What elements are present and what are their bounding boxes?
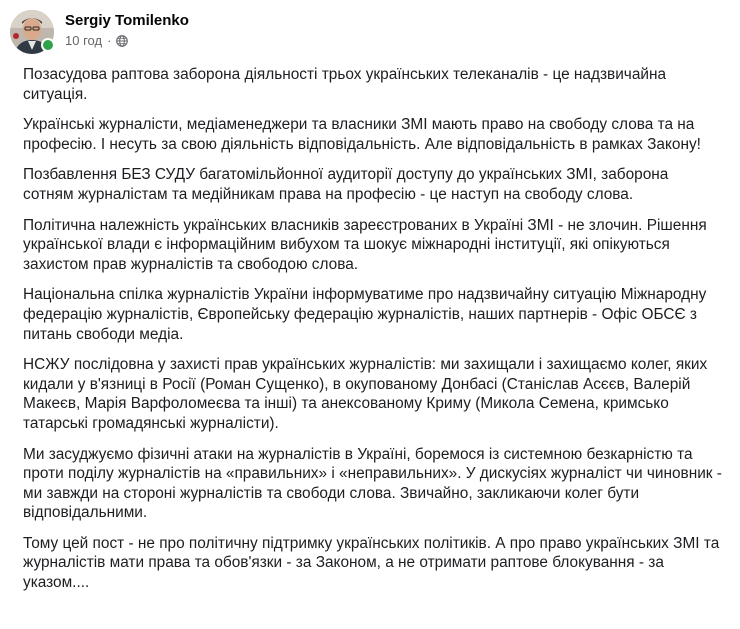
post-paragraph-6: НСЖУ послідовна у захисті прав українських журналістів: ми захищали і захищаємо колег, яких кидали у в'язниці в Росії (Роман Сущенко), в окупованому Донбасі (Станіслав Асєєв, Валерій Макеєв, Марія Варфоломеєва та інші) та анексованому Криму (Микола Семена, кримсько татарські громадянські журналісти).	[23, 356, 708, 432]
author-avatar-wrapper[interactable]	[10, 10, 54, 54]
post-meta	[65, 11, 189, 49]
post-paragraph-8: Тому цей пост - не про політичну підтримку українських політиків. А про право українських ЗМІ та журналістів мати права та обов'язки - за Законом, а не отримати раптове блокування - за указом....	[23, 534, 720, 592]
online-status-dot	[41, 38, 55, 52]
post-paragraph-2: Українські журналісти, медіаменеджери та власники ЗМІ мають право на свободу слова та на професію. І несуть за свою діяльність відповідальність. Але відповідальність в рамках Закону!	[23, 116, 701, 153]
post-paragraph-4: Політична належність українських власників зареєстрованих в Україні ЗМІ - не злочин. Рішення української влади є інформаційним вибухом та шокує міжнародні інституції, які опікуються захистом прав журналістів та свободою слова.	[23, 216, 707, 273]
post-paragraph-7: Ми засуджуємо фізичні атаки на журналістів в Україні, боремося із системною безкарністю та проти поділу журналістів на «правильних» і «неправильних». У дискусіях журналіст чи чиновник - ми завжди на стороні журналістів та свободи слова. Звичайно, закликаючи колег бути відповідальними.	[23, 445, 722, 522]
post-paragraph-1: Позасудова раптова заборона діяльності трьох українських телеканалів - це надзвичайна ситуація.	[23, 66, 667, 103]
author-name[interactable]: Sergiy Tomilenko	[65, 12, 189, 29]
post-body	[23, 65, 723, 604]
post-header	[10, 6, 189, 58]
post-paragraph-5: Національна спілка журналістів України інформуватиме про надзвичайну ситуацію Міжнародну федерацію журналістів, Європейську федерацію журналістів, наших партнерів - Офіс ОБСЄ з питань свободи медіа.	[23, 286, 707, 343]
post-paragraph-3: Позбавлення БЕЗ СУДУ багатомільйонної аудиторії доступу до українських ЗМІ, заборона сотням журналістам та медійникам права на професію - це наступ на свободу слова.	[23, 166, 669, 203]
post-timestamp[interactable]: 10 год	[65, 33, 103, 48]
meta-separator: ·	[107, 33, 112, 48]
post-subline	[65, 32, 189, 49]
globe-icon[interactable]	[116, 35, 128, 47]
